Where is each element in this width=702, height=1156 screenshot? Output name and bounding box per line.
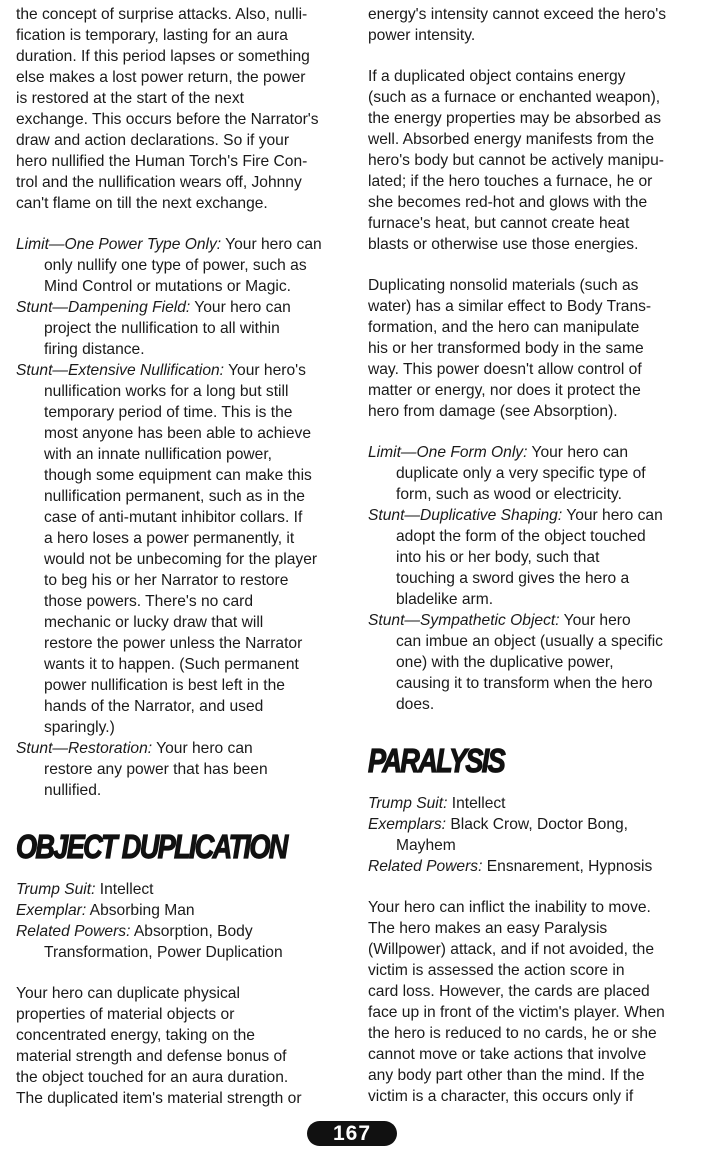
text-line: the energy properties may be absorbed as	[368, 110, 661, 127]
paragraph	[16, 983, 356, 1109]
entry-line: most anyone has been able to achieve	[44, 425, 312, 442]
text-line: duration. If this period lapses or something	[16, 48, 310, 65]
entry-line: project the nullification to all within	[44, 320, 280, 337]
power-option-entry	[368, 610, 702, 715]
entry-label: Stunt—Sympathetic Object:	[368, 612, 560, 629]
text-line: (Willpower) attack, and if not avoided, the	[368, 941, 655, 958]
text-line: well. Absorbed energy manifests from the	[368, 131, 655, 148]
text-line: draw and action declarations. So if your	[16, 132, 290, 149]
left-column	[16, 4, 356, 1129]
entry-line: nullified.	[44, 782, 102, 799]
entry-line: touching a sword gives the hero a	[396, 570, 630, 587]
entry-line: wants it to happen. (Such permanent	[44, 656, 299, 673]
meta-line	[16, 879, 356, 900]
entry-text: Your hero can	[562, 507, 663, 524]
text-line: the object touched for an aura duration.	[16, 1069, 289, 1086]
entry-label: Stunt—Restoration:	[16, 740, 153, 757]
entry-text: Your hero	[559, 612, 631, 629]
meta-text: Intellect	[447, 795, 506, 812]
text-line: furnace's heat, but cannot create heat	[368, 215, 630, 232]
text-line: hero from damage (see Absorption).	[368, 403, 618, 420]
entry-line: only nullify one type of power, such as	[44, 257, 307, 274]
meta-text: Absorbing Man	[86, 902, 195, 919]
text-line: cannot move or take actions that involve	[368, 1046, 647, 1063]
entry-label: Stunt—Duplicative Shaping:	[368, 507, 563, 524]
entry-line: those powers. There's no card	[44, 593, 253, 610]
entry-line: duplicate only a very specific type of	[396, 465, 646, 482]
text-line: hero's body but cannot be actively manipu-	[368, 152, 664, 169]
text-line: (such as a furnace or enchanted weapon),	[368, 89, 661, 106]
entry-line	[16, 297, 356, 318]
meta-line	[368, 793, 702, 814]
text-line: face up in front of the victim's player. When	[368, 1004, 665, 1021]
entry-line: one) with the duplicative power,	[396, 654, 614, 671]
text-line: is restored at the start of the next	[16, 90, 244, 107]
text-line: concentrated energy, taking on the	[16, 1027, 255, 1044]
text-line: properties of material objects or	[16, 1006, 235, 1023]
entry-line: causing it to transform when the hero	[396, 675, 653, 692]
text-line: exchange. This occurs before the Narrator's	[16, 111, 319, 128]
entry-line: restore any power that has been	[44, 761, 268, 778]
entry-line: would not be unbecoming for the player	[44, 551, 318, 568]
entry-line	[368, 610, 702, 631]
entry-line	[16, 738, 356, 759]
meta-label: Trump Suit:	[16, 881, 96, 898]
text-line: blasts or otherwise use those energies.	[368, 236, 639, 253]
power-metadata	[16, 879, 356, 963]
meta-line: Transformation, Power Duplication	[44, 944, 283, 961]
text-line: trol and the nullification wears off, Johnny	[16, 174, 302, 191]
entry-text: Your hero can	[221, 236, 322, 253]
entry-line: can imbue an object (usually a specific	[396, 633, 663, 650]
text-line: any body part other than the mind. If the	[368, 1067, 645, 1084]
text-line: fication is temporary, lasting for an aura	[16, 27, 288, 44]
right-column	[368, 4, 702, 1127]
meta-text: Absorption, Body	[130, 923, 253, 940]
text-line: card loss. However, the cards are placed	[368, 983, 650, 1000]
entry-line: hands of the Narrator, and used	[44, 698, 264, 715]
text-line: If a duplicated object contains energy	[368, 68, 626, 85]
text-line: victim is a character, this occurs only if	[368, 1088, 634, 1105]
entry-line: with an innate nullification power,	[44, 446, 272, 463]
entry-label: Limit—One Form Only:	[368, 444, 528, 461]
entry-line: restore the power unless the Narrator	[44, 635, 303, 652]
entry-line: Mind Control or mutations or Magic.	[44, 278, 291, 295]
entry-line	[368, 442, 702, 463]
entry-line: form, such as wood or electricity.	[396, 486, 622, 503]
paragraph	[368, 4, 702, 46]
text-line: the concept of surprise attacks. Also, nulli-	[16, 6, 308, 23]
entry-line: does.	[396, 696, 435, 713]
text-line: matter or energy, nor does it protect the	[368, 382, 641, 399]
meta-line	[368, 814, 702, 835]
text-line: The duplicated item's material strength or	[16, 1090, 302, 1107]
meta-label: Related Powers:	[16, 923, 131, 940]
text-line: formation, and the hero can manipulate	[368, 319, 640, 336]
text-line: material strength and defense bonus of	[16, 1048, 287, 1065]
power-option-entry	[16, 297, 356, 360]
entry-line	[16, 234, 356, 255]
meta-text: Black Crow, Doctor Bong,	[446, 816, 629, 833]
entry-line: bladelike arm.	[396, 591, 494, 608]
entry-label: Stunt—Extensive Nullification:	[16, 362, 225, 379]
entry-text: Your hero's	[224, 362, 306, 379]
meta-label: Exemplar:	[16, 902, 87, 919]
entry-line: power nullification is best left in the	[44, 677, 285, 694]
meta-label: Exemplars:	[368, 816, 446, 833]
entry-label: Limit—One Power Type Only:	[16, 236, 222, 253]
text-line: hero nullified the Human Torch's Fire Con-	[16, 153, 308, 170]
text-line: the hero is reduced to no cards, he or she	[368, 1025, 657, 1042]
entry-text: Your hero can	[527, 444, 629, 461]
entry-line: into his or her body, such that	[396, 549, 600, 566]
power-option-entry	[16, 738, 356, 801]
text-line: victim is assessed the action score in	[368, 962, 625, 979]
text-line: else makes a lost power return, the power	[16, 69, 306, 86]
entry-line: mechanic or lucky draw that will	[44, 614, 264, 631]
text-line: Your hero can duplicate physical	[16, 985, 240, 1002]
entry-line: to beg his or her Narrator to restore	[44, 572, 289, 589]
text-line: lated; if the hero touches a furnace, he or	[368, 173, 653, 190]
power-option-entry	[368, 442, 702, 505]
text-line: Duplicating nonsolid materials (such as	[368, 277, 639, 294]
text-line: can't flame on till the next exchange.	[16, 195, 268, 212]
entry-line: nullification permanent, such as in the	[44, 488, 305, 505]
text-line: Your hero can inflict the inability to move.	[368, 899, 651, 916]
power-option-entry	[368, 505, 702, 610]
text-line: his or her transformed body in the same	[368, 340, 644, 357]
paragraph	[368, 897, 702, 1107]
entry-line: sparingly.)	[44, 719, 115, 736]
meta-label: Related Powers:	[368, 858, 483, 875]
entry-line	[368, 505, 702, 526]
meta-text: Ensnarement, Hypnosis	[482, 858, 653, 875]
paragraph	[368, 66, 702, 255]
entry-line: case of anti-mutant inhibitor collars. If	[44, 509, 303, 526]
power-metadata	[368, 793, 702, 877]
entry-line: adopt the form of the object touched	[396, 528, 646, 545]
entry-label: Stunt—Dampening Field:	[16, 299, 191, 316]
meta-label: Trump Suit:	[368, 795, 448, 812]
page-number: 167	[307, 1121, 397, 1146]
entry-line: though some equipment can make this	[44, 467, 312, 484]
meta-text: Intellect	[95, 881, 154, 898]
entry-line: firing distance.	[44, 341, 145, 358]
entry-line: a hero loses a power permanently, it	[44, 530, 295, 547]
text-line: The hero makes an easy Paralysis	[368, 920, 608, 937]
paragraph	[368, 275, 702, 422]
text-line: way. This power doesn't allow control of	[368, 361, 642, 378]
section-heading: PARALYSIS	[368, 742, 505, 779]
entry-text: Your hero can	[190, 299, 291, 316]
meta-line	[16, 900, 356, 921]
power-option-entry	[16, 360, 356, 738]
text-line: water) has a similar effect to Body Trans-	[368, 298, 652, 315]
section-heading: OBJECT DUPLICATION	[16, 828, 287, 865]
text-line: power intensity.	[368, 27, 476, 44]
power-option-entry	[16, 234, 356, 297]
meta-line	[368, 856, 702, 877]
entry-line	[16, 360, 356, 381]
meta-line	[16, 921, 356, 942]
paragraph	[16, 4, 356, 214]
entry-text: Your hero can	[152, 740, 253, 757]
entry-line: nullification works for a long but still	[44, 383, 289, 400]
text-line: energy's intensity cannot exceed the hero's	[368, 6, 667, 23]
entry-line: temporary period of time. This is the	[44, 404, 293, 421]
meta-line: Mayhem	[396, 837, 456, 854]
text-line: she becomes red-hot and glows with the	[368, 194, 648, 211]
